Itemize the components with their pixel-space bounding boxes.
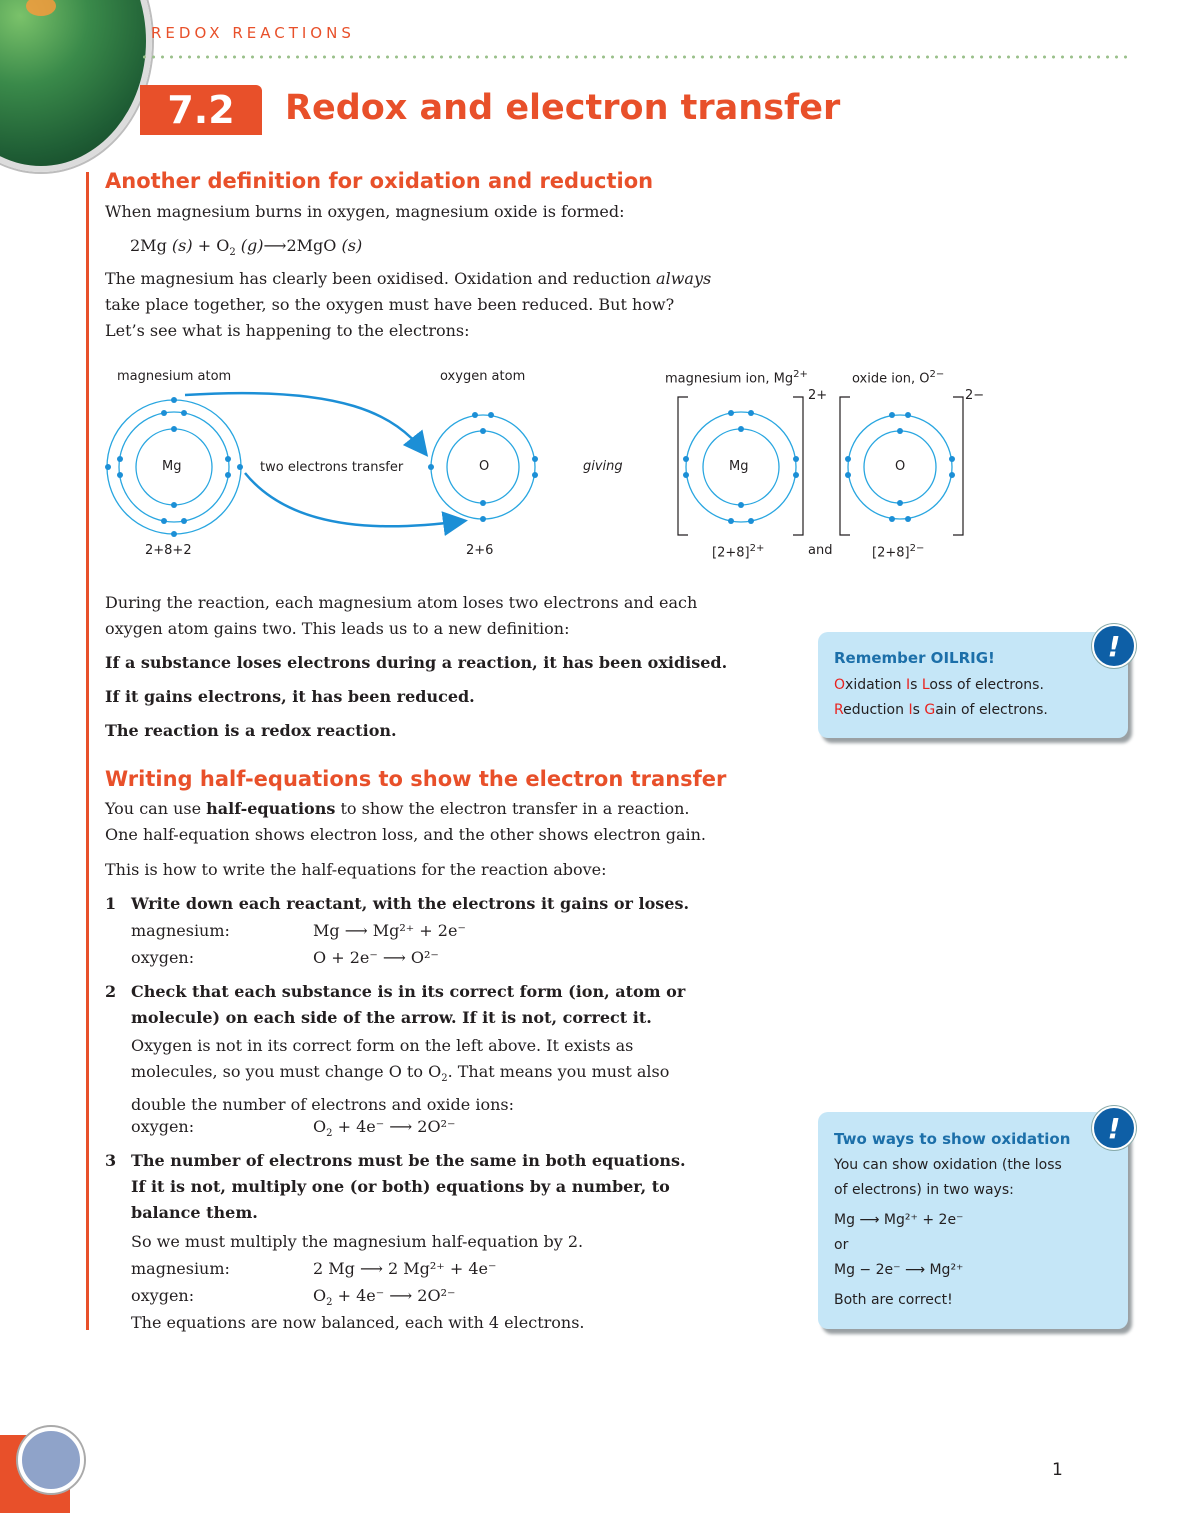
step-2-o-equation: $O_2 + 4e^-$ ⟶ 2O²⁻ [313,1117,456,1140]
step-3-o-equation: $O_2 + 4e^-$ ⟶ 2O²⁻ [313,1286,456,1309]
label-magnesium-atom: magnesium atom [117,369,232,384]
rule-redox: The reaction is a redox reaction. [105,721,397,740]
callout-oilrig-title: Remember OILRIG! [834,649,995,667]
label-oxygen-atom: oxygen atom [440,369,526,384]
giving-label: giving [583,459,623,474]
step-3-o-label: oxygen: [131,1286,195,1305]
exclamation-icon: ! [1092,1106,1136,1150]
step-1-mg-label: magnesium: [131,921,230,940]
chapter-label: REDOX REACTIONS [151,24,355,42]
electron-transfer-diagram [95,385,985,545]
o-ion-symbol: O [895,459,906,474]
half-equations-lead: This is how to write the half-equations for the reaction above: [105,860,607,879]
half-equations-intro: You can use half-equations to show the electron transfer in a reaction. One half-equation shows electron loss, and the other shows electron gain. [105,799,706,844]
callout-two-ways-text: You can show oxidation (the loss of electrons) in two ways: [834,1157,1062,1198]
margin-rule [86,172,89,1330]
step-3-mg-label: magnesium: [131,1259,230,1278]
callout-eq-1: Mg ⟶ Mg²⁺ + 2e⁻ [834,1212,964,1228]
section-number: 7.2 [140,85,262,135]
step-3-number: 3 [105,1151,117,1170]
callout-oilrig [818,632,1128,738]
step-2-text: Oxygen is not in its correct form on the left above. It exists as molecules, so you must change O to $O_2$. That means you must also double the number of electrons and oxide ions: [131,1036,670,1115]
page-number: 1 [1052,1460,1063,1480]
mg-configuration: 2+8+2 [145,543,192,558]
oxide-ion-charge: 2− [965,388,985,403]
label-magnesium-ion: magnesium ion, $Mg^{2+}$ [665,369,808,387]
section-heading-definition: Another definition for oxidation and reduction [105,169,654,193]
exclamation-icon: ! [1092,624,1136,668]
step-3-text: So we must multiply the magnesium half-equation by 2. [131,1232,584,1251]
step-1-mg-equation: Mg ⟶ Mg²⁺ + 2e⁻ [313,921,466,940]
callout-two-ways [818,1112,1128,1329]
decorative-photo-circle [0,0,152,172]
o-configuration: 2+6 [466,543,494,558]
mg-symbol: Mg [162,459,182,474]
dotted-divider [140,55,1130,59]
reaction-paragraph: During the reaction, each magnesium atom loses two electrons and each oxygen atom gains two. This leads us to a new definition: [105,593,698,638]
step-2-o-label: oxygen: [131,1117,195,1136]
label-oxide-ion: oxide ion, $O^{2-}$ [852,369,945,387]
step-1-heading: Write down each reactant, with the electrons it gains or loses. [131,894,690,913]
step-1-number: 1 [105,894,117,913]
transfer-label: two electrons transfer [260,460,404,475]
section-heading-half-equations: Writing half-equations to show the electron transfer [105,767,727,791]
mg-ion-charge: 2+ [808,388,828,403]
and-label: and [808,543,833,558]
callout-both-correct: Both are correct! [834,1292,953,1308]
oilrig-line-2: Reduction Is Gain of electrons. [834,702,1048,718]
step-1-o-equation: O + 2e⁻ ⟶ O²⁻ [313,948,439,967]
mg-ion-configuration: $[2+8]^{2+}$ [712,543,765,561]
intro-text: When magnesium burns in oxygen, magnesium oxide is formed: [105,202,625,221]
step-2-heading: Check that each substance is in its correct form (ion, atom or molecule) on each side of the arrow. If it is not, correct it. [131,982,686,1027]
step-2-number: 2 [105,982,117,1001]
step-3-conclusion: The equations are now balanced, each with 4 electrons. [131,1313,585,1332]
rule-oxidised: If a substance loses electrons during a reaction, it has been oxidised. [105,653,728,672]
callout-or: or [834,1237,849,1253]
o-symbol: O [479,459,490,474]
callout-two-ways-title: Two ways to show oxidation [834,1130,1071,1148]
step-3-heading: The number of electrons must be the same in both equations. If it is not, multiply one (or both) equations by a number, to balance them. [131,1151,686,1222]
step-1-o-label: oxygen: [131,948,195,967]
corner-circle [18,1427,84,1493]
mg-ion-symbol: Mg [729,459,749,474]
page-title: Redox and electron transfer [285,88,841,128]
step-3-mg-equation: 2 Mg ⟶ 2 Mg²⁺ + 4e⁻ [313,1259,497,1278]
callout-eq-2: Mg − 2e⁻ ⟶ Mg²⁺ [834,1262,964,1278]
oilrig-line-1: Oxidation Is Loss of electrons. [834,677,1044,693]
oxidation-paragraph: The magnesium has clearly been oxidised. Oxidation and reduction always take place together, so the oxygen must have been reduced. But how? Let’s see what is happening to the electrons: [105,269,712,340]
combustion-equation: 2Mg $(s) + O_2$ (g)⟶2MgO (s) [130,236,363,259]
rule-reduced: If it gains electrons, it has been reduced. [105,687,475,706]
oxide-ion-configuration: $[2+8]^{2-}$ [872,543,925,561]
